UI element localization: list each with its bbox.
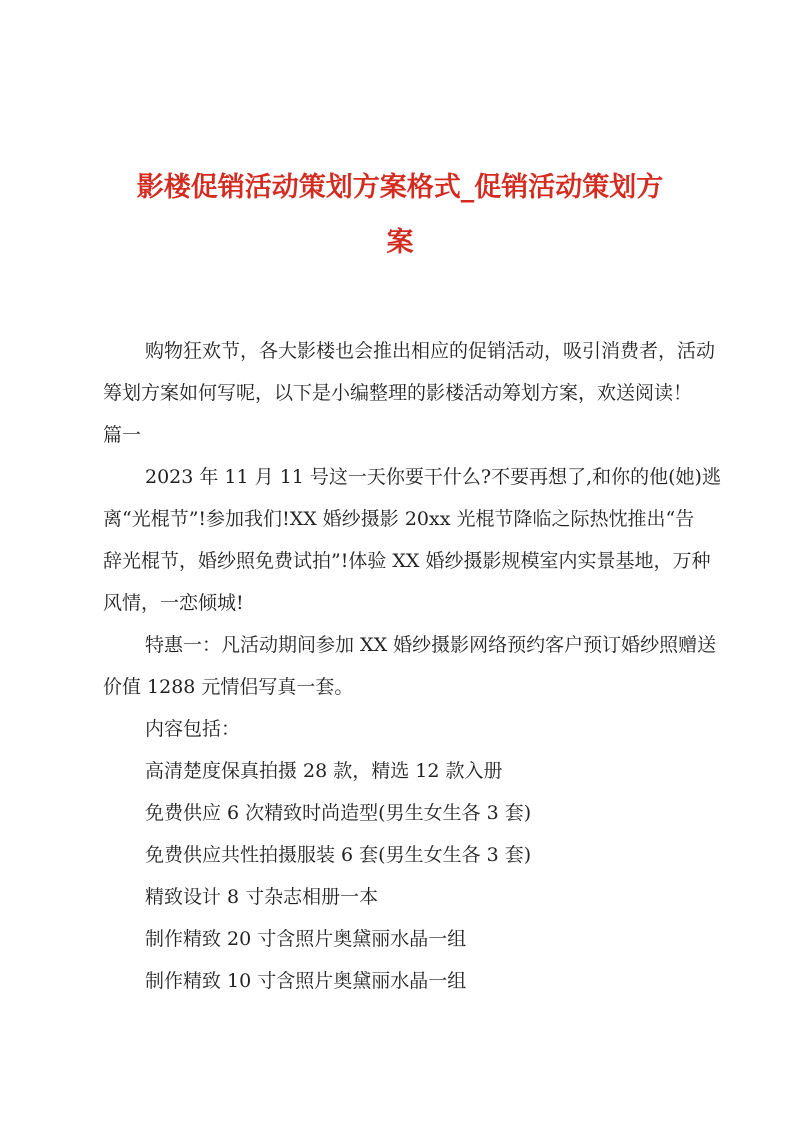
- paragraph-1-line-4: 风情，一恋倾城!: [103, 592, 244, 614]
- paragraph-1-line-2: 离“光棍节”!参加我们!XX 婚纱摄影 20xx 光棍节降临之际热忱推出“告: [103, 508, 695, 530]
- list-item: 精致设计 8 寸杂志相册一本: [145, 886, 379, 908]
- document-title-line-1: 影楼促销活动策划方案格式_促销活动策划方: [136, 172, 664, 203]
- section-label: 篇一: [103, 424, 142, 446]
- intro-line-2: 筹划方案如何写呢，以下是小编整理的影楼活动筹划方案，欢送阅读！: [103, 382, 693, 404]
- offer-line-1: 特惠一：凡活动期间参加 XX 婚纱摄影网络预约客户预订婚纱照赠送: [145, 634, 717, 656]
- list-item: 免费供应 6 次精致时尚造型(男生女生各 3 套): [145, 802, 532, 824]
- document-title-line-2: 案: [386, 227, 414, 258]
- intro-line-1: 购物狂欢节，各大影楼也会推出相应的促销活动，吸引消费者，活动: [145, 340, 716, 362]
- offer-line-2: 价值 1288 元情侣写真一套。: [103, 676, 354, 698]
- list-item: 免费供应共性拍摄服装 6 套(男生女生各 3 套): [145, 844, 532, 866]
- list-item: 高清楚度保真拍摄 28 款，精选 12 款入册: [145, 760, 503, 782]
- paragraph-1-line-3: 辞光棍节，婚纱照免费试拍”!体验 XX 婚纱摄影规模室内实景基地，万种: [103, 550, 711, 572]
- list-item: 制作精致 10 寸含照片奥黛丽水晶一组: [145, 970, 467, 992]
- paragraph-1-line-1: 2023 年 11 月 11 号这一天你要干什么?不要再想了,和你的他(她)逃: [145, 466, 721, 488]
- list-item: 制作精致 20 寸含照片奥黛丽水晶一组: [145, 928, 467, 950]
- contents-label: 内容包括：: [145, 718, 241, 740]
